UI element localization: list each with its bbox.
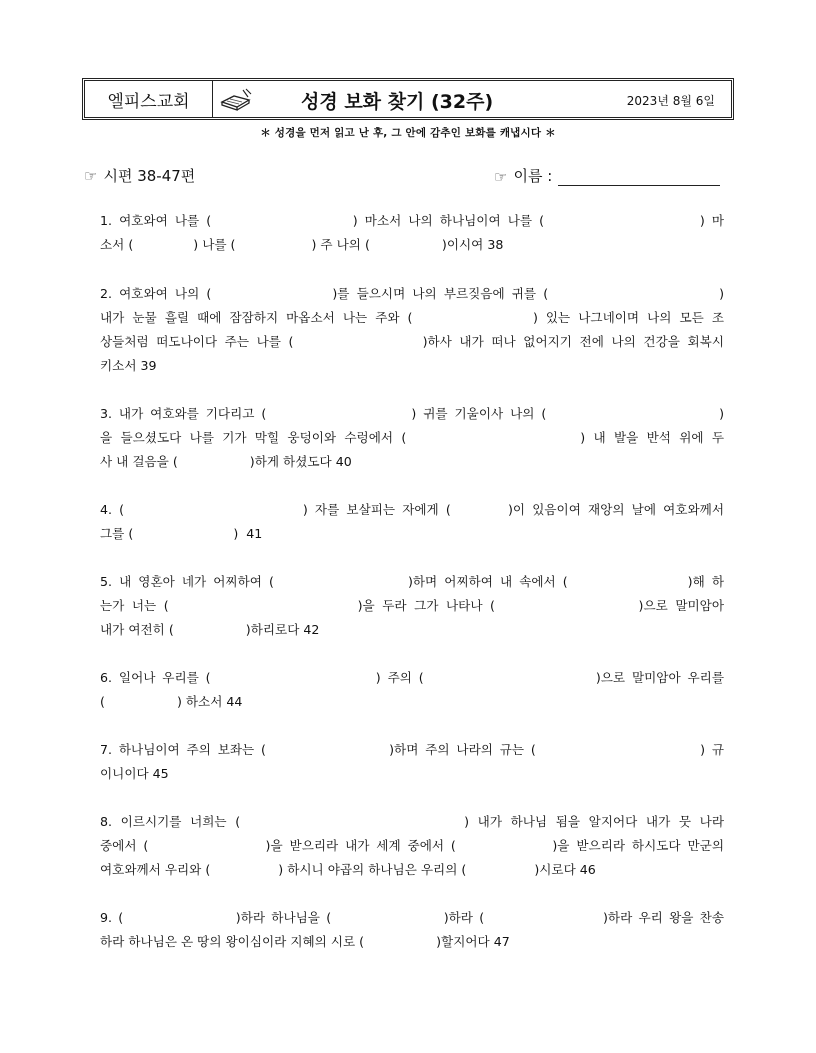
- question-line: 2. 여호와여 나의 ( )를 들으시며 나의 부르짖음에 귀를 ( ): [100, 286, 724, 301]
- name-field: [494, 165, 720, 186]
- question-line: 하라 하나님은 온 땅의 왕이심이라 지혜의 시로 ( )할지어다 47: [100, 934, 510, 949]
- psalm-range: [84, 165, 195, 186]
- question-line: 8. 이르시기를 너희는 ( ) 내가 하나님 됨을 알지어다 내가 뭇 나라: [100, 814, 724, 829]
- header-box: [82, 78, 734, 120]
- question-line: 3. 내가 여호와를 기다리고 ( ) 귀를 기울이사 나의 ( ): [100, 406, 724, 421]
- name-input[interactable]: [558, 167, 720, 186]
- pointing-hand-icon: ☞: [494, 168, 508, 186]
- question-9: [100, 906, 724, 954]
- question-line: 상들처럼 떠도나이다 주는 나를 ( )하사 내가 떠나 없어지기 전에 나의 건강을 회복시: [100, 334, 724, 349]
- question-line: 키소서 39: [100, 358, 157, 373]
- question-line: 소서 ( ) 나를 ( ) 주 나의 ( )이시여 38: [100, 237, 504, 252]
- question-line: 중에서 ( )을 받으리라 내가 세계 중에서 ( )을 받으리라 하시도다 만군의: [100, 838, 724, 853]
- question-4: [100, 498, 724, 546]
- question-line: 여호와께서 우리와 ( ) 하시니 야곱의 하나님은 우리의 ( )시로다 46: [100, 862, 596, 877]
- question-8: [100, 810, 724, 882]
- book-icon: [219, 88, 253, 112]
- psalm-label: 시편 38-47편: [103, 167, 196, 185]
- question-2: [100, 282, 724, 378]
- name-label: 이름 :: [513, 167, 553, 185]
- question-line: 내가 여전히 ( )하리로다 42: [100, 622, 320, 637]
- question-line: 사 내 걸음을 ( )하게 하셨도다 40: [100, 454, 352, 469]
- question-line: 는가 너는 ( )을 두라 그가 나타나 ( )으로 말미암아: [100, 598, 724, 613]
- subtitle: ＊ 성경을 먼저 읽고 난 후, 그 안에 감추인 보화를 캐냅시다 ＊: [260, 127, 556, 139]
- question-6: [100, 666, 724, 714]
- question-line: 7. 하나님이여 주의 보좌는 ( )하며 주의 나라의 규는 ( ) 규: [100, 742, 724, 757]
- question-line: 1. 여호와여 나를 ( ) 마소서 나의 하나님이여 나를 ( ) 마: [100, 213, 724, 228]
- page-title: 성경 보화 찾기 (32주): [301, 91, 494, 113]
- question-line: 이니이다 45: [100, 766, 169, 781]
- date-label: 2023년 8월 6일: [626, 94, 715, 108]
- header-main: [213, 81, 731, 117]
- question-line: ( ) 하소서 44: [100, 694, 243, 709]
- question-line: 4. ( ) 자를 보살피는 자에게 ( )이 있음이여 재앙의 날에 여호와께서: [100, 502, 724, 517]
- question-line: 그를 ( ) 41: [100, 526, 263, 541]
- question-3: [100, 402, 724, 474]
- question-5: [100, 570, 724, 642]
- question-line: 9. ( )하라 하나님을 ( )하라 ( )하라 우리 왕을 찬송: [100, 910, 724, 925]
- pointing-hand-icon: ☞: [84, 167, 98, 185]
- question-line: 내가 눈물 흘릴 때에 잠잠하지 마옵소서 나는 주와 ( ) 있는 나그네이며 나의 모든 조: [100, 310, 724, 325]
- question-line: 5. 내 영혼아 네가 어찌하여 ( )하며 어찌하여 내 속에서 ( )해 하: [100, 574, 724, 589]
- question-1: [100, 209, 724, 257]
- question-7: [100, 738, 724, 786]
- church-name: 엘피스교회: [85, 81, 213, 117]
- question-line: 6. 일어나 우리를 ( ) 주의 ( )으로 말미암아 우리를: [100, 670, 724, 685]
- question-line: 을 들으셨도다 나를 기가 막힐 웅덩이와 수렁에서 ( ) 내 발을 반석 위에 두: [100, 430, 724, 445]
